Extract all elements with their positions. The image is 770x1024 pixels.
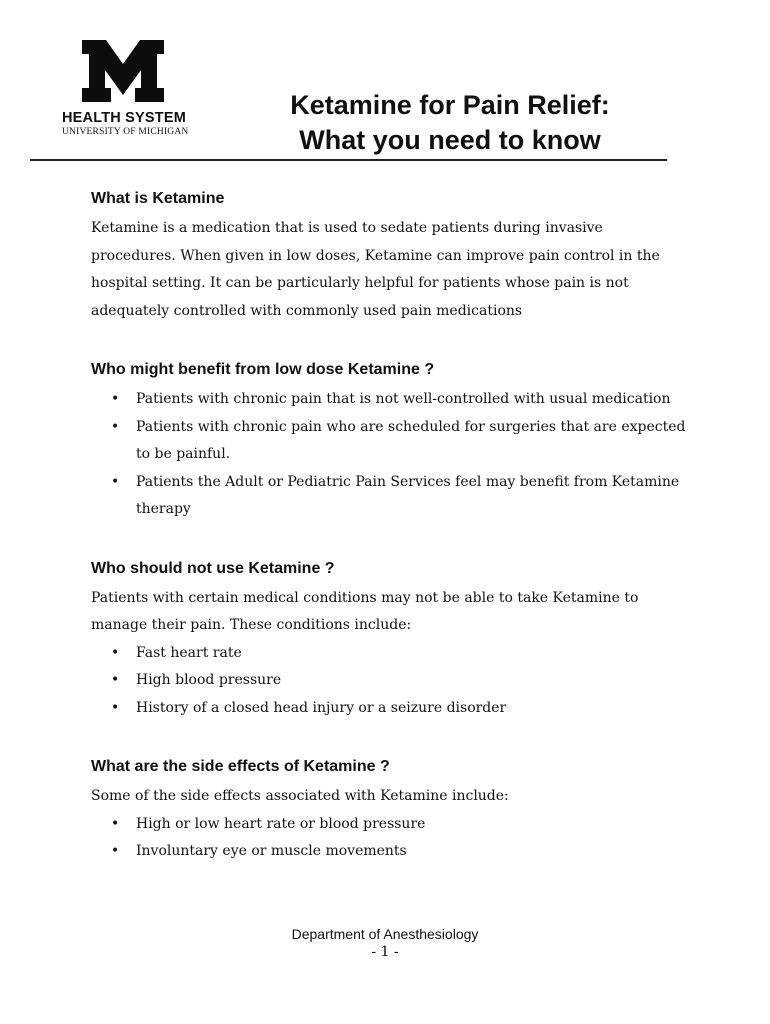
section-heading: What are the side effects of Ketamine ? xyxy=(91,758,390,775)
list-item: • Patients with chronic pain who are scheduled for surgeries that are expected to be painful. xyxy=(91,414,691,469)
block-m-logo-icon xyxy=(82,40,164,102)
title-divider xyxy=(30,159,667,161)
list-item: • Involuntary eye or muscle movements xyxy=(91,838,691,866)
bullet-list xyxy=(91,386,691,524)
list-item: • Patients the Adult or Pediatric Pain Services feel may benefit from Ketamine therapy xyxy=(91,469,691,524)
section-paragraph: Ketamine is a medication that is used to sedate patients during invasive procedures. When given in low doses, Ketamine can improve pain control in the hospital setting. It can be particularly helpful for patients whose pain is not adequately controlled with commonly used pain medications xyxy=(91,220,660,319)
page-title-line2: What you need to know xyxy=(299,125,601,155)
footer-department: Department of Anesthesiology xyxy=(291,926,479,942)
bullet-list xyxy=(91,811,691,866)
section-heading: Who might benefit from low dose Ketamine ? xyxy=(91,361,435,378)
list-item: • High or low heart rate or blood pressure xyxy=(91,811,691,839)
section-paragraph: Patients with certain medical conditions may not be able to take Ketamine to manage their pain. These conditions include: xyxy=(91,589,639,633)
page-footer xyxy=(0,925,770,961)
university-logo xyxy=(62,40,202,137)
section-paragraph: Some of the side effects associated with Ketamine include: xyxy=(91,788,509,804)
section-who-should-not-use xyxy=(91,558,691,723)
page-title-line1: Ketamine for Pain Relief: xyxy=(290,90,610,120)
bullet-list xyxy=(91,640,691,723)
list-item: • History of a closed head injury or a seizure disorder xyxy=(91,695,691,723)
list-item: • High blood pressure xyxy=(91,667,691,695)
document-body xyxy=(91,188,691,866)
section-who-might-benefit xyxy=(91,359,691,524)
list-item: • Fast heart rate xyxy=(91,640,691,668)
section-heading: Who should not use Ketamine ? xyxy=(91,559,335,577)
section-what-is-ketamine xyxy=(91,188,691,325)
page-title xyxy=(240,88,660,158)
section-side-effects xyxy=(91,756,691,866)
logo-university-text: UNIVERSITY OF MICHIGAN xyxy=(62,127,189,137)
page-number: - 1 - xyxy=(371,944,399,960)
list-item: • Patients with chronic pain that is not well-controlled with usual medication xyxy=(91,386,691,414)
section-heading: What is Ketamine xyxy=(91,190,225,207)
logo-health-system-text: HEALTH SYSTEM xyxy=(62,110,186,126)
